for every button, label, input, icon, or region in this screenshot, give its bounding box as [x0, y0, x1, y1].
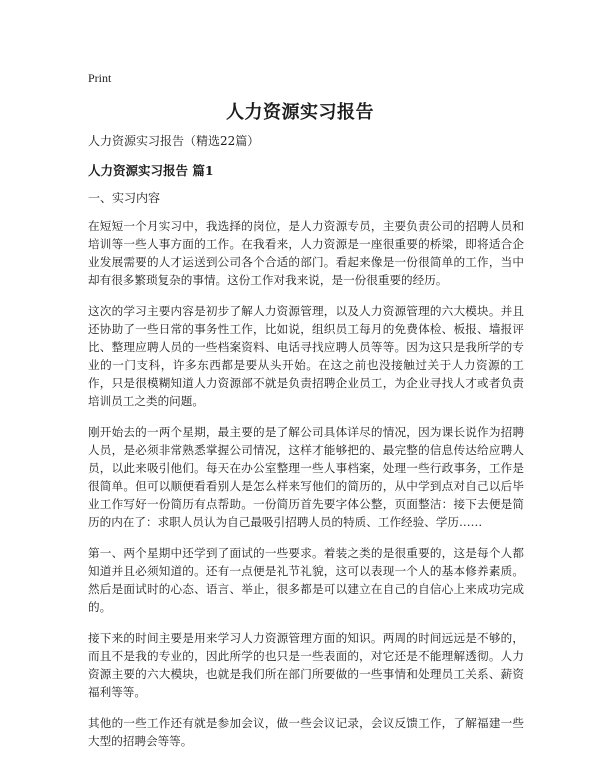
paragraph: 接下来的时间主要是用来学习人力资源管理方面的知识。两周的时间远远是不够的，而且不是我的专业的，因此所学的也只是一些表面的，对它还是不能理解透彻。人力资源主要的六大模块，也就是我们所在部门所要做的一些事情和处理员工关系、薪资福利等等。	[88, 631, 524, 699]
paragraph: 第一、两个星期中还学到了面试的一些要求。着装之类的是很重要的，这是每个人都知道并且必须知道的。还有一点便是礼节礼貌，这可以表现一个人的基本修养素质。然后是面试时的心态、语言、举止，很多都是可以建立在自己的自信心上来成功完成的。	[88, 546, 524, 614]
print-link[interactable]: Print	[88, 71, 112, 85]
page-title: 人力资源实习报告	[226, 102, 374, 123]
document-body	[88, 132, 524, 763]
sub-heading: 一、实习内容	[88, 191, 161, 205]
paragraph: 这次的学习主要内容是初步了解人力资源管理，以及人力资源管理的六大模块。并且还协助了一些日常的事务性工作，比如说，组织员工每月的免费体检、板报、墙报评比、整理应聘人员的一些档案资料、电话寻找应聘人员等等。因为这只是我所学的专业的一门支科，许多东西都是要从头开始。在这之前也没接触过关于人力资源的工作，只是很模糊知道人力资源部不就是负责招聘企业员工，为企业寻找人才或者负责培训员工之类的问题。	[88, 304, 524, 408]
document-subtitle: 人力资源实习报告（精选22篇）	[88, 134, 260, 148]
paragraph: 其他的一些工作还有就是参加会议，做一些会议记录，会议反馈工作，了解福建一些大型的招聘会等等。	[88, 716, 524, 748]
paragraph: 在短短一个月实习中，我选择的岗位，是人力资源专员，主要负责公司的招聘人员和培训等一些人事方面的工作。在我看来，人力资源是一座很重要的桥梁，即将适合企业发展需要的人才运送到公司各个合适的部门。看起来像是一份很简单的工作，当中却有很多繁琐复杂的事情。这份工作对我来说，是一份很重要的经历。	[88, 219, 524, 287]
section-heading: 人力资源实习报告 篇1	[88, 163, 214, 178]
paragraph: 刚开始去的一两个星期，最主要的是了解公司具体详尽的情况，因为课长说作为招聘人员，是必须非常熟悉掌握公司情况，这样才能够把的、最完整的信息传达给应聘人员，以此来吸引他们。每天在办公室整理一些人事档案，处理一些行政事务，工作是很简单。但可以顺便看看别人是怎么样来写他们的简历的，从中学到点对自己以后毕业工作写好一份简历有点帮助。一份简历首先要字体公整，页面整洁：接下去便是简历的内在了：求职人员认为自己最吸引招聘人员的特质、工作经验、学历……	[88, 425, 524, 529]
